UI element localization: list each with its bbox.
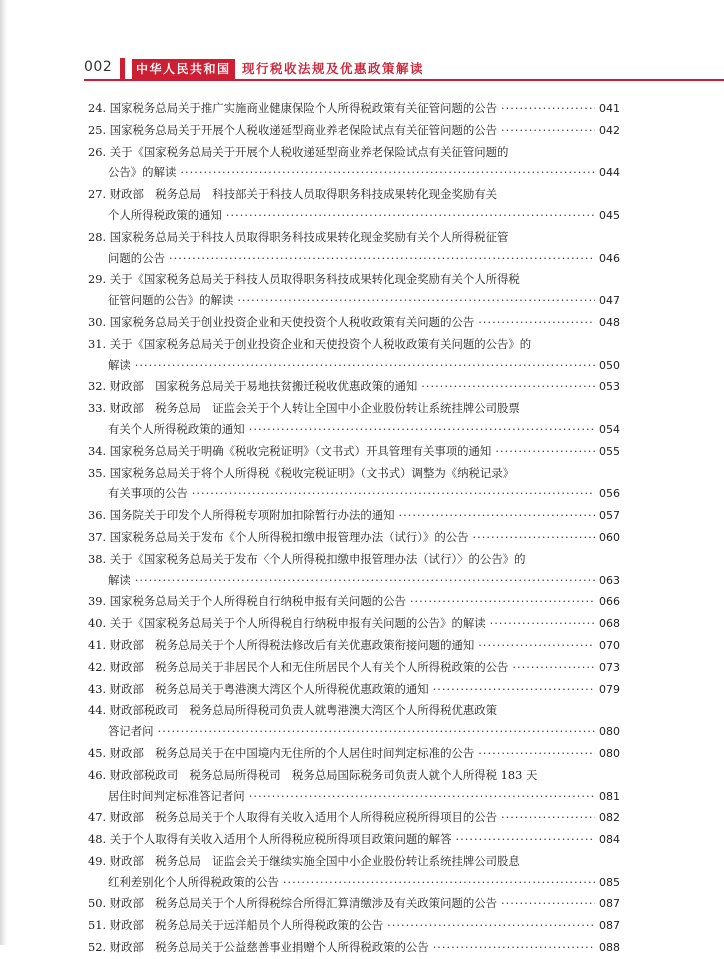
- toc-entry-title: 红利差别化个人所得税政策的公告: [108, 874, 279, 889]
- toc-page-number: 073: [599, 660, 620, 674]
- toc-entry-line: [88, 635, 620, 657]
- toc-entry-title: 52. 财政部 税务总局关于公益慈善事业捐赠个人所得税政策的公告: [88, 940, 429, 955]
- toc-entry[interactable]: [88, 98, 620, 120]
- toc-entry[interactable]: [88, 765, 620, 808]
- toc-entry[interactable]: [88, 657, 620, 679]
- toc-entry[interactable]: [88, 227, 620, 270]
- toc-entry-continuation: [88, 872, 620, 894]
- toc-entry[interactable]: [88, 591, 620, 613]
- dot-leader: [180, 162, 595, 183]
- toc-entry-line: [88, 549, 620, 570]
- toc-entry-line: [88, 700, 620, 721]
- toc-entry[interactable]: [88, 613, 620, 635]
- toc-page-number: 044: [599, 166, 620, 180]
- toc-entry-title: 解读: [108, 357, 131, 372]
- toc-page-number: 050: [599, 358, 620, 372]
- toc-entry-title: 37. 国家税务总局关于发布《个人所得税扣缴申报管理办法（试行）》的公告: [88, 529, 469, 544]
- toc-entry-continuation: [88, 162, 620, 184]
- toc-page-number: 046: [599, 251, 620, 265]
- toc-page-number: 054: [599, 422, 620, 436]
- toc-entry-title: 49. 财政部 税务总局 证监会关于继续实施全国中小企业股份转让系统挂牌公司股息: [88, 853, 520, 868]
- toc-entry-title: 43. 财政部 税务总局关于粤港澳大湾区个人所得税优惠政策的通知: [88, 681, 429, 696]
- toc-entry-title: 29. 关于《国家税务总局关于科技人员取得职务科技成果转化现金奖励有关个人所得税: [88, 272, 520, 287]
- toc-entry-title: 42. 财政部 税务总局关于非居民个人和无住所居民个人有关个人所得税政策的公告: [88, 659, 509, 674]
- dot-leader: [158, 721, 595, 742]
- toc-entry-title: 有关事项的公告: [108, 486, 188, 501]
- running-header: [84, 56, 724, 82]
- dot-leader: [495, 441, 595, 462]
- toc-entry-title: 39. 国家税务总局关于个人所得税自行纳税申报有关问题的公告: [88, 594, 406, 609]
- toc-entry[interactable]: [88, 679, 620, 701]
- toc-entry-title: 44. 财政部税政司 税务总局所得税司负责人就粤港澳大湾区个人所得税优惠政策: [88, 703, 498, 718]
- toc-entry-line: [88, 269, 620, 290]
- toc-page-number: 087: [599, 897, 620, 911]
- header-accent-bar: [120, 58, 125, 80]
- toc-page-number: 045: [599, 208, 620, 222]
- toc-entry[interactable]: [88, 312, 620, 334]
- toc-entry-title: 35. 国家税务总局关于将个人所得税《税收完税证明》（文书式）调整为《纳税记录》: [88, 465, 515, 480]
- toc-entry-continuation: [88, 205, 620, 227]
- dot-leader: [490, 613, 595, 634]
- toc-page-number: 048: [599, 315, 620, 329]
- toc-entry-line: [88, 398, 620, 419]
- toc-entry-line: [88, 743, 620, 765]
- toc-page-number: 081: [599, 789, 620, 803]
- toc-entry-continuation: [88, 419, 620, 441]
- header-rule: [84, 79, 724, 81]
- dot-leader: [501, 893, 595, 914]
- toc-entry[interactable]: [88, 743, 620, 765]
- dot-leader: [249, 786, 595, 807]
- toc-entry-line: [88, 312, 620, 334]
- toc-entry-continuation: [88, 786, 620, 808]
- toc-page-number: 060: [599, 530, 620, 544]
- page-number: 002: [84, 59, 113, 75]
- toc-entry-title: 51. 财政部 税务总局关于远洋船员个人所得税政策的公告: [88, 918, 384, 933]
- dot-leader: [169, 248, 595, 269]
- toc-entry-title: 48. 关于个人取得有关收入适用个人所得税应税所得项目政策问题的解答: [88, 832, 452, 847]
- toc-entry-title: 38. 关于《国家税务总局关于发布〈个人所得税扣缴申报管理办法（试行）〉的公告》的: [88, 551, 526, 566]
- toc-entry-continuation: [88, 355, 620, 377]
- toc-entry-line: [88, 441, 620, 463]
- toc-page-number: 085: [599, 875, 620, 889]
- toc-entry-line: [88, 893, 620, 915]
- toc-entry-line: [88, 679, 620, 701]
- toc-entry[interactable]: [88, 635, 620, 657]
- toc-entry-line: [88, 142, 620, 163]
- dot-leader: [501, 120, 595, 141]
- toc-page-number: 047: [599, 294, 620, 308]
- toc-entry-line: [88, 98, 620, 120]
- toc-entry-title: 45. 财政部 税务总局关于在中国境内无住所的个人居住时间判定标准的公告: [88, 745, 475, 760]
- toc-entry-title: 31. 关于《国家税务总局关于创业投资企业和天使投资个人税收政策有关问题的公告》的: [88, 336, 532, 351]
- dot-leader: [399, 505, 595, 526]
- toc-entry[interactable]: [88, 505, 620, 527]
- toc-entry-continuation: [88, 290, 620, 312]
- toc-entry-title: 28. 国家税务总局关于科技人员取得职务科技成果转化现金奖励有关个人所得税征管: [88, 229, 509, 244]
- toc-entry-continuation: [88, 721, 620, 743]
- toc-entry-line: [88, 120, 620, 142]
- toc-entry-title: 25. 国家税务总局关于开展个人税收递延型商业养老保险试点有关征管问题的公告: [88, 122, 498, 137]
- toc-page-number: 084: [599, 833, 620, 847]
- toc-page-number: 080: [599, 746, 620, 760]
- toc-entry-line: [88, 915, 620, 937]
- toc-page-number: 066: [599, 595, 620, 609]
- dot-leader: [433, 937, 595, 958]
- toc-entry[interactable]: [88, 398, 620, 441]
- toc-entry[interactable]: [88, 527, 620, 549]
- toc-entry-line: [88, 527, 620, 549]
- toc-page-number: 053: [599, 380, 620, 394]
- toc-entry[interactable]: [88, 893, 620, 915]
- toc-entry-title: 40. 关于《国家税务总局关于个人所得税自行纳税申报有关问题的公告》的解读: [88, 616, 486, 631]
- toc-entry-line: [88, 463, 620, 484]
- toc-entry-line: [88, 807, 620, 829]
- dot-leader: [433, 679, 595, 700]
- toc-page-number: 070: [599, 638, 620, 652]
- toc-entry[interactable]: [88, 700, 620, 743]
- toc-entry[interactable]: [88, 937, 620, 959]
- toc-entry-title: 27. 财政部 税务总局 科技部关于科技人员取得职务科技成果转化现金奖励有关: [88, 187, 498, 202]
- toc-entry[interactable]: [88, 269, 620, 312]
- dot-leader: [283, 872, 595, 893]
- toc-entry[interactable]: [88, 851, 620, 894]
- toc-page-number: 055: [599, 444, 620, 458]
- dot-leader: [135, 570, 595, 591]
- dot-leader: [387, 915, 595, 936]
- page-edge-shadow: [0, 0, 8, 945]
- dot-leader: [410, 591, 595, 612]
- toc-entry[interactable]: [88, 807, 620, 829]
- toc-page-number: 082: [599, 811, 620, 825]
- dot-leader: [192, 483, 595, 504]
- toc-entry-title: 24. 国家税务总局关于推广实施商业健康保险个人所得税政策有关征管问题的公告: [88, 101, 498, 115]
- toc-entry-continuation: [88, 248, 620, 270]
- toc-entry-line: [88, 505, 620, 527]
- toc-entry[interactable]: [88, 184, 620, 227]
- dot-leader: [421, 376, 595, 397]
- toc-entry-line: [88, 334, 620, 355]
- toc-entry-line: [88, 657, 620, 679]
- toc-page-number: 068: [599, 617, 620, 631]
- dot-leader: [512, 657, 595, 678]
- toc-entry-title: 36. 国务院关于印发个人所得税专项附加扣除暂行办法的通知: [88, 508, 395, 523]
- dot-leader: [473, 527, 595, 548]
- toc-entry-line: [88, 227, 620, 248]
- toc-entry-title: 32. 财政部 国家税务总局关于易地扶贫搬迁税收优惠政策的通知: [88, 379, 418, 394]
- toc-page-number: 080: [599, 725, 620, 739]
- toc-entry-title: 答记者问: [108, 724, 154, 739]
- toc-entry[interactable]: [88, 829, 620, 851]
- toc-entry[interactable]: [88, 376, 620, 398]
- dot-leader: [135, 355, 595, 376]
- toc-entry-line: [88, 851, 620, 872]
- toc-entry[interactable]: [88, 915, 620, 937]
- toc-entry-title: 46. 财政部税政司 税务总局所得税司 税务总局国际税务司负责人就个人所得税 183 天: [88, 767, 538, 782]
- toc-entry-line: [88, 765, 620, 786]
- toc-entry-line: [88, 591, 620, 613]
- toc-page-number: 088: [599, 941, 620, 955]
- toc-entry-line: [88, 937, 620, 959]
- toc-entry-title: 41. 财政部 税务总局关于个人所得税法修改后有关优惠政策衔接问题的通知: [88, 637, 475, 652]
- toc-entry-title: 公告》的解读: [108, 165, 177, 180]
- toc-entry[interactable]: [88, 334, 620, 377]
- toc-entry-line: [88, 613, 620, 635]
- toc-entry-title: 问题的公告: [108, 250, 165, 265]
- toc-entry[interactable]: [88, 120, 620, 142]
- toc-entry-title: 个人所得税政策的通知: [108, 207, 222, 222]
- dot-leader: [237, 290, 595, 311]
- toc-page-number: 057: [599, 509, 620, 523]
- dot-leader: [501, 807, 595, 828]
- toc-entry-title: 30. 国家税务总局关于创业投资企业和天使投资个人税收政策有关问题的公告: [88, 314, 475, 329]
- toc-entry[interactable]: [88, 463, 620, 506]
- toc-entry-line: [88, 376, 620, 398]
- toc-page-number: 087: [599, 919, 620, 933]
- dot-leader: [478, 635, 595, 656]
- dot-leader: [226, 205, 595, 226]
- toc-entry-title: 34. 国家税务总局关于明确《税收完税证明》（文书式）开具管理有关事项的通知: [88, 443, 492, 458]
- toc-entry-line: [88, 184, 620, 205]
- toc-entry-line: [88, 829, 620, 851]
- toc-entry-title: 33. 财政部 税务总局 证监会关于个人转让全国中小企业股份转让系统挂牌公司股票: [88, 401, 520, 416]
- toc-entry[interactable]: [88, 549, 620, 592]
- toc-entry[interactable]: [88, 142, 620, 185]
- dot-leader: [455, 829, 595, 850]
- toc-page-number: 079: [599, 682, 620, 696]
- header-country-tag: 中华人民共和国: [132, 59, 235, 79]
- toc-page-number: 042: [599, 123, 620, 137]
- table-of-contents: [88, 98, 620, 959]
- dot-leader: [249, 419, 595, 440]
- dot-leader: [478, 312, 595, 333]
- book-title: 现行税收法规及优惠政策解读: [242, 61, 425, 76]
- toc-entry-title: 解读: [108, 572, 131, 587]
- toc-page-number: 063: [599, 573, 620, 587]
- toc-entry-title: 47. 财政部 税务总局关于个人取得有关收入适用个人所得税应税所得项目的公告: [88, 810, 498, 825]
- toc-entry-title: 有关个人所得税政策的通知: [108, 421, 245, 436]
- toc-entry-continuation: [88, 483, 620, 505]
- dot-leader: [501, 98, 595, 119]
- toc-entry-title: 居住时间判定标准答记者问: [108, 788, 245, 803]
- toc-entry-title: 50. 财政部 税务总局关于个人所得税综合所得汇算清缴涉及有关政策问题的公告: [88, 896, 498, 911]
- toc-entry[interactable]: [88, 441, 620, 463]
- toc-entry-title: 征管问题的公告》的解读: [108, 293, 234, 308]
- toc-page-number: 056: [599, 487, 620, 501]
- toc-page-number: 041: [599, 102, 620, 115]
- toc-entry-continuation: [88, 570, 620, 592]
- dot-leader: [478, 743, 595, 764]
- toc-entry-title: 26. 关于《国家税务总局关于开展个人税收递延型商业养老保险试点有关征管问题的: [88, 144, 509, 159]
